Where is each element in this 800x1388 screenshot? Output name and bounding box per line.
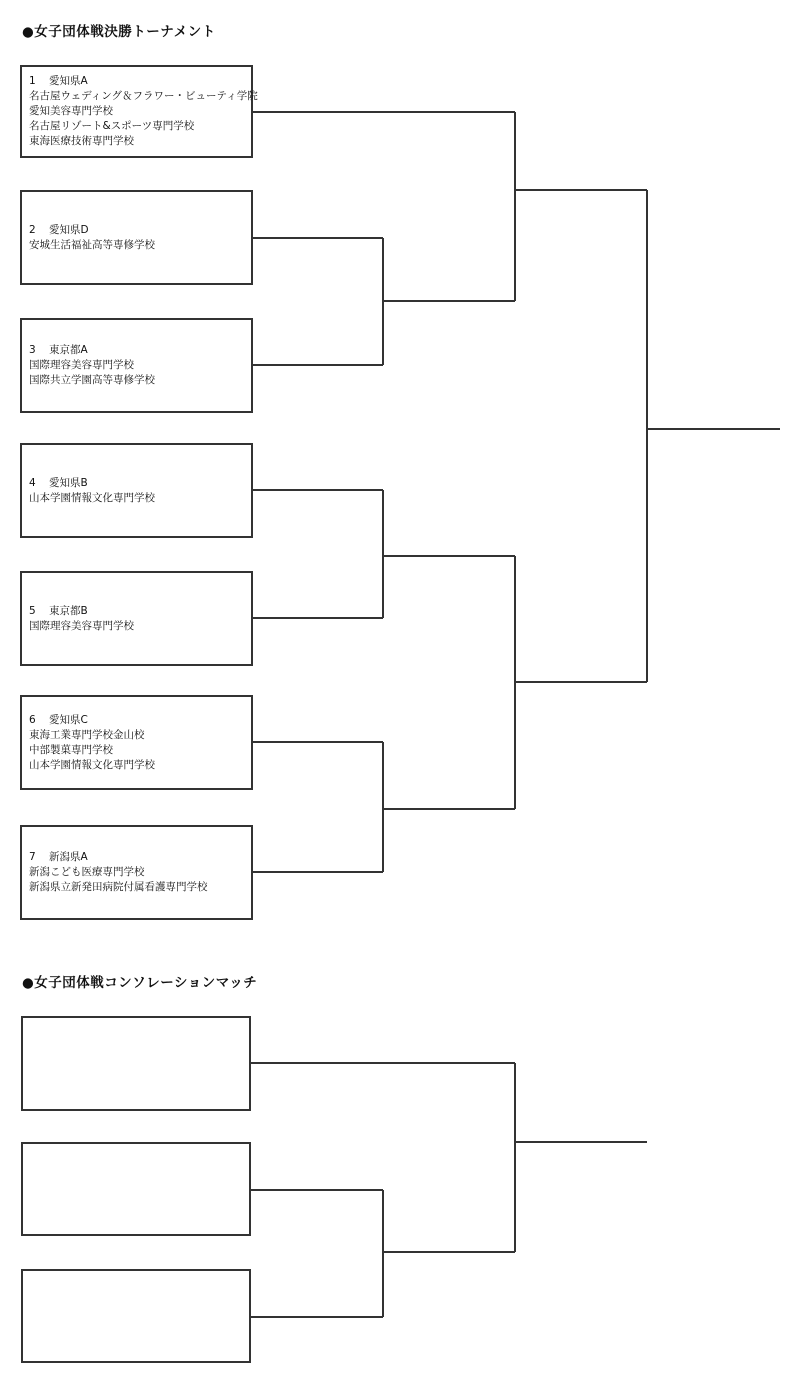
entry-region: 愛知県D bbox=[49, 223, 89, 236]
entry-school: 名古屋ウェディング＆フラワー・ビューティ学院 bbox=[29, 90, 258, 102]
main-bracket-connectors bbox=[253, 112, 780, 872]
bracket-box-seed-1 bbox=[20, 65, 258, 158]
entry-region: 愛知県B bbox=[49, 476, 88, 489]
entry-header bbox=[29, 223, 245, 238]
entry-seed: 2 bbox=[29, 223, 36, 236]
bracket-box-seed-2 bbox=[20, 190, 253, 285]
bracket-box-seed-3 bbox=[20, 318, 253, 413]
bracket-box-seed-7 bbox=[20, 825, 253, 920]
entry-header bbox=[29, 604, 245, 619]
consolation-box-1 bbox=[21, 1016, 251, 1111]
entry-region: 愛知県C bbox=[49, 713, 88, 726]
entry-header bbox=[29, 343, 245, 358]
entry-school: 新潟こども医療専門学校 bbox=[29, 866, 145, 878]
entry-region: 新潟県A bbox=[49, 851, 88, 863]
entry-region: 東京都B bbox=[49, 604, 88, 617]
entry-school: 安城生活福祉高等専修学校 bbox=[29, 238, 155, 251]
entry-school: 愛知美容専門学校 bbox=[29, 105, 113, 117]
entry-region: 東京都A bbox=[49, 344, 88, 356]
entry-header bbox=[29, 476, 245, 491]
entry-school: 山本学園情報文化専門学校 bbox=[29, 491, 155, 504]
consolation-bracket-connectors bbox=[251, 1063, 647, 1317]
entry-school: 新潟県立新発田病院付属看護専門学校 bbox=[29, 881, 208, 893]
entry-school: 東海工業専門学校金山校 bbox=[29, 728, 145, 741]
entry-seed: 3 bbox=[29, 344, 36, 356]
entry-seed: 4 bbox=[29, 476, 36, 489]
bracket-box-seed-6 bbox=[20, 695, 253, 790]
entry-header bbox=[29, 850, 245, 865]
entry-school: 国際理容美容専門学校 bbox=[29, 619, 134, 632]
entry-school: 名古屋リゾート&スポーツ専門学校 bbox=[29, 120, 195, 132]
entry-school: 中部製菓専門学校 bbox=[29, 743, 113, 756]
entry-school: 国際理容美容専門学校 bbox=[29, 359, 134, 371]
consolation-bracket-title: ●女子団体戦コンソレーションマッチ bbox=[22, 975, 258, 991]
entry-seed: 1 bbox=[29, 75, 36, 87]
bracket-box-seed-4 bbox=[20, 443, 253, 538]
consolation-box-3 bbox=[21, 1269, 251, 1363]
entry-school: 山本学園情報文化専門学校 bbox=[29, 758, 155, 771]
entry-school: 東海医療技術専門学校 bbox=[29, 135, 134, 147]
entry-header bbox=[29, 74, 245, 89]
bracket-box-seed-5 bbox=[20, 571, 253, 666]
entry-header bbox=[29, 713, 245, 728]
main-bracket-title: ●女子団体戦決勝トーナメント bbox=[22, 24, 216, 40]
entry-region: 愛知県A bbox=[49, 75, 88, 87]
entry-seed: 5 bbox=[29, 604, 36, 617]
consolation-box-2 bbox=[21, 1142, 251, 1236]
entry-school: 国際共立学園高等専修学校 bbox=[29, 374, 155, 386]
entry-seed: 6 bbox=[29, 713, 36, 726]
entry-seed: 7 bbox=[29, 851, 36, 863]
